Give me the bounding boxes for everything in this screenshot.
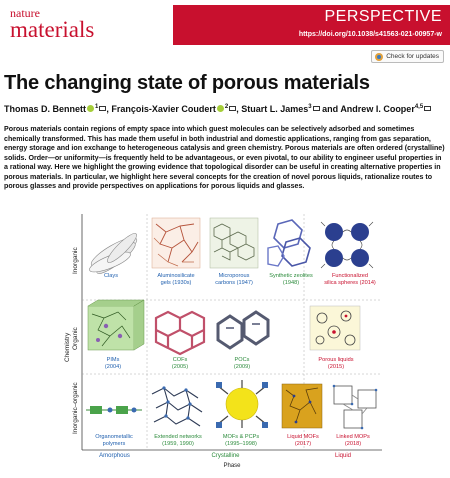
author-separator: ,: [236, 104, 242, 114]
caption-organometallic-polymers: Organometallic polymers: [95, 434, 133, 447]
email-icon[interactable]: [424, 106, 431, 111]
author-list: [4, 104, 431, 114]
article-title: The changing state of porous materials: [4, 72, 370, 94]
author-name[interactable]: Thomas D. Bennett: [4, 104, 87, 114]
author-name[interactable]: François-Xavier Coudert: [111, 104, 216, 114]
doi-link[interactable]: https://doi.org/10.1038/s41563-021-00957-w: [298, 31, 442, 38]
journal-logo-line2: materials: [10, 17, 95, 42]
check-updates-button[interactable]: [371, 50, 444, 63]
author-separator: ,: [106, 104, 112, 114]
orcid-icon[interactable]: [217, 105, 224, 112]
phase-amorphous: Amorphous: [99, 453, 130, 459]
pims-illustration: [88, 300, 144, 350]
author-name[interactable]: Stuart L. James: [241, 104, 309, 114]
caption-cofs: COFs (2005): [171, 357, 189, 370]
porous-liquids-illustration: [310, 306, 360, 350]
organometallic-polymers-illustration: [86, 406, 142, 414]
caption-functionalized-silica: Functionalized silica spheres (2014): [324, 273, 376, 286]
caption-synthetic-zeolites: Synthetic zeolites (1948): [269, 273, 313, 286]
caption-pocs: POCs (2009): [233, 357, 251, 370]
x-axis-label: Phase: [223, 463, 241, 469]
linked-mops-illustration: [333, 385, 378, 430]
article-type: PERSPECTIVE: [324, 8, 442, 25]
row-label-organic: Organic: [72, 327, 79, 350]
email-icon[interactable]: [313, 106, 320, 111]
liquid-mofs-illustration: [282, 384, 322, 428]
figure-1: [64, 212, 384, 474]
aluminosilicate-gel-illustration: [152, 218, 200, 268]
article-type-banner: [173, 5, 450, 45]
pocs-illustration: [218, 312, 268, 348]
author-name[interactable]: Andrew I. Cooper: [340, 104, 415, 114]
affiliation-sup: 3: [308, 104, 312, 110]
caption-aluminosilicate-gels: Aluminosilicate gels (1930s): [157, 273, 195, 286]
caption-microporous-carbons: Microporous carbons (1947): [215, 273, 253, 286]
caption-clays: Clays: [104, 273, 118, 279]
phase-crystalline: Crystalline: [211, 453, 240, 459]
journal-logo[interactable]: [10, 7, 94, 41]
caption-extended-networks: Extended networks (1959, 1990): [154, 434, 202, 447]
silica-spheres-illustration: [321, 222, 373, 268]
affiliation-sup: 2: [224, 104, 229, 110]
row-label-inorganic: Inorganic: [72, 247, 79, 274]
phase-liquid: Liquid: [334, 453, 351, 459]
email-icon[interactable]: [99, 106, 106, 111]
affiliation-sup: 1: [95, 104, 99, 110]
caption-pims: PIMs (2004): [104, 357, 122, 370]
row-label-inorganic-organic: Inorganic–organic: [72, 382, 79, 434]
cofs-illustration: [156, 312, 204, 354]
author-separator: and: [319, 104, 341, 114]
microporous-carbon-illustration: [210, 218, 258, 268]
affiliation-sup: 4,5: [414, 104, 424, 110]
crossmark-icon: [375, 53, 383, 61]
orcid-icon[interactable]: [87, 105, 94, 112]
y-axis-label: Chemistry: [64, 332, 71, 362]
journal-logo-line1: nature: [10, 6, 40, 20]
mofs-illustration: [216, 380, 268, 428]
email-icon[interactable]: [229, 106, 236, 111]
clays-illustration: [87, 230, 140, 277]
extended-networks-illustration: [152, 386, 202, 426]
caption-linked-mops: Linked MOPs (2018): [336, 434, 370, 447]
synthetic-zeolite-illustration: [268, 220, 310, 266]
caption-porous-liquids: Porous liquids (2015): [318, 357, 354, 370]
abstract: Porous materials contain regions of empty space into which guest molecules can be selectively adsorbed and sometimes chemically transformed. This has made them useful in both industrial and domestic applications, ranging from gas separation, energy storage and ion exchange to heterogeneous catalysis and green chemistry. Porous materials are often ordered (crystalline) solids. Order—or uniformity—is frequently held to be advantageous, or even pivotal, to our ability to engineer useful properties in a rational way. Here we highlight the growing evidence that topological disorder can be useful in creating alternative properties in porous materials. In particular, we highlight here several concepts for the creation of novel porous liquids, rationalize routes to porous glasses and provide perspectives on applications for porous liquids and glasses.: [4, 125, 445, 190]
caption-mofs-pcps: MOFs & PCPs (1995–1998): [222, 434, 260, 447]
check-updates-label: Check for updates: [386, 53, 439, 60]
caption-liquid-mofs: Liquid MOFs (2017): [287, 434, 319, 447]
